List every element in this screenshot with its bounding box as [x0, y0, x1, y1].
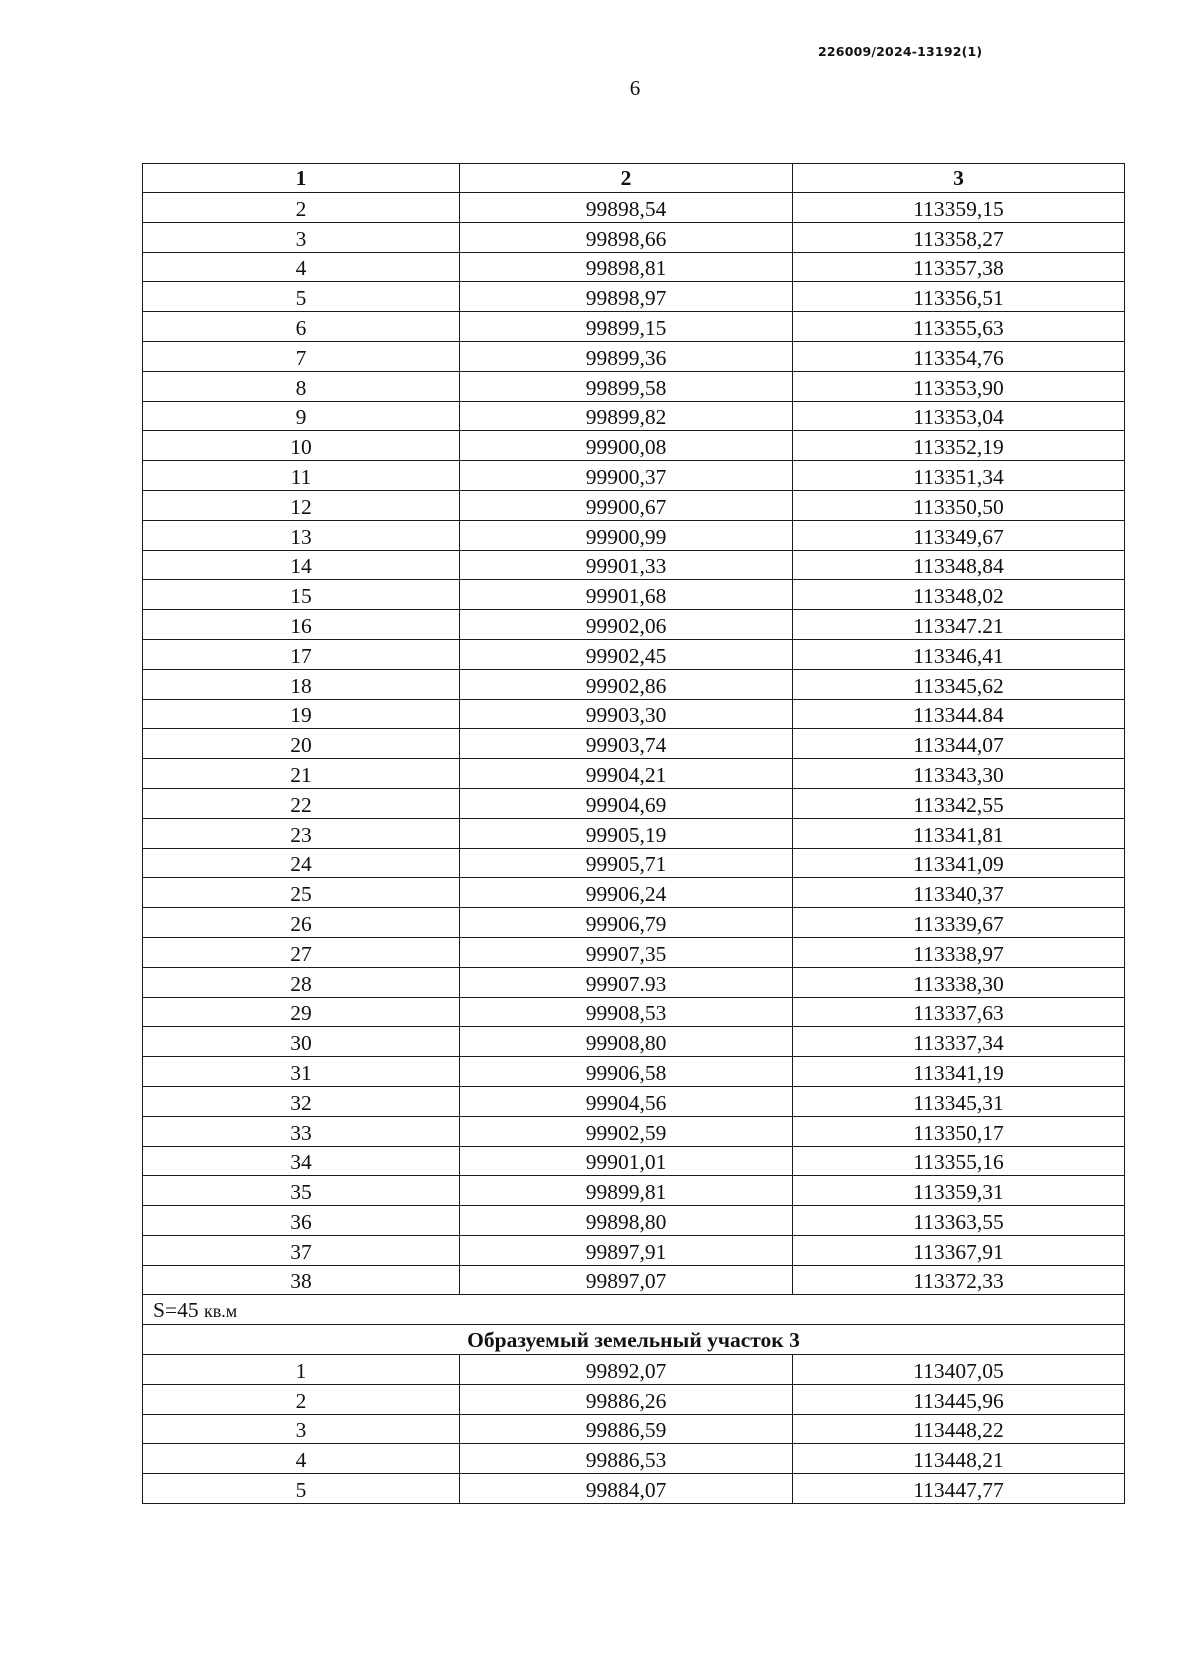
table-row [143, 937, 1125, 967]
coordinate-x-cell: 99886,26 [460, 1384, 793, 1414]
point-number-cell: 30 [143, 1027, 460, 1057]
area-cell [143, 1295, 1125, 1325]
coordinate-x-cell: 99899,15 [460, 312, 793, 342]
point-number-cell: 10 [143, 431, 460, 461]
coordinate-y-cell: 113372,33 [793, 1265, 1125, 1295]
section-title: Образуемый земельный участок 3 [143, 1325, 1125, 1355]
table-row [143, 729, 1125, 759]
coordinate-y-cell: 113345,62 [793, 669, 1125, 699]
coordinate-y-cell: 113359,31 [793, 1176, 1125, 1206]
table-row [143, 222, 1125, 252]
point-number-cell: 23 [143, 818, 460, 848]
point-number-cell: 8 [143, 371, 460, 401]
table-row [143, 520, 1125, 550]
table-row [143, 1057, 1125, 1087]
coordinate-x-cell: 99904,56 [460, 1086, 793, 1116]
point-number-cell: 26 [143, 908, 460, 938]
table-row [143, 878, 1125, 908]
point-number-cell: 7 [143, 341, 460, 371]
point-number-cell: 19 [143, 699, 460, 729]
coordinate-x-cell: 99897,91 [460, 1235, 793, 1265]
coordinate-y-cell: 113367,91 [793, 1235, 1125, 1265]
table-row [143, 699, 1125, 729]
table-row [143, 1116, 1125, 1146]
point-number-cell: 12 [143, 490, 460, 520]
coordinate-x-cell: 99908,53 [460, 997, 793, 1027]
point-number-cell: 5 [143, 282, 460, 312]
coordinate-x-cell: 99884,07 [460, 1474, 793, 1504]
coordinate-x-cell: 99907,35 [460, 937, 793, 967]
coordinate-y-cell: 113350,50 [793, 490, 1125, 520]
coordinate-x-cell: 99886,59 [460, 1414, 793, 1444]
coordinate-x-cell: 99886,53 [460, 1444, 793, 1474]
coordinate-x-cell: 99900,67 [460, 490, 793, 520]
table-row [143, 1384, 1125, 1414]
coordinate-x-cell: 99905,19 [460, 818, 793, 848]
document-id: 226009/2024-13192(1) [818, 44, 983, 59]
coordinate-y-cell: 113359,15 [793, 193, 1125, 223]
table-row [143, 371, 1125, 401]
coordinate-y-cell: 113344.84 [793, 699, 1125, 729]
table-row [143, 848, 1125, 878]
table-row [143, 639, 1125, 669]
coordinate-y-cell: 113346,41 [793, 639, 1125, 669]
point-number-cell: 17 [143, 639, 460, 669]
point-number-cell: 1 [143, 1355, 460, 1385]
table-row [143, 669, 1125, 699]
point-number-cell: 16 [143, 610, 460, 640]
coordinate-y-cell: 113338,97 [793, 937, 1125, 967]
coordinate-y-cell: 113350,17 [793, 1116, 1125, 1146]
area-row [143, 1295, 1125, 1325]
table-row [143, 341, 1125, 371]
coordinate-y-cell: 113448,22 [793, 1414, 1125, 1444]
table-row [143, 461, 1125, 491]
coordinate-y-cell: 113358,27 [793, 222, 1125, 252]
point-number-cell: 20 [143, 729, 460, 759]
coordinate-x-cell: 99899,81 [460, 1176, 793, 1206]
coordinate-y-cell: 113338,30 [793, 967, 1125, 997]
coordinate-y-cell: 113341,09 [793, 848, 1125, 878]
table-row [143, 431, 1125, 461]
table-row [143, 997, 1125, 1027]
table-row [143, 967, 1125, 997]
coordinate-y-cell: 113341,81 [793, 818, 1125, 848]
coordinate-y-cell: 113355,16 [793, 1146, 1125, 1176]
column-header-point: 1 [143, 164, 460, 193]
coordinate-x-cell: 99900,99 [460, 520, 793, 550]
coordinate-y-cell: 113353,90 [793, 371, 1125, 401]
coordinate-y-cell: 113348,84 [793, 550, 1125, 580]
coordinate-x-cell: 99906,79 [460, 908, 793, 938]
table-row [143, 610, 1125, 640]
coordinate-x-cell: 99898,81 [460, 252, 793, 282]
coordinate-y-cell: 113339,67 [793, 908, 1125, 938]
table-row [143, 1206, 1125, 1236]
point-number-cell: 38 [143, 1265, 460, 1295]
coordinate-y-cell: 113344,07 [793, 729, 1125, 759]
coordinate-x-cell: 99903,74 [460, 729, 793, 759]
point-number-cell: 4 [143, 252, 460, 282]
coordinate-x-cell: 99898,80 [460, 1206, 793, 1236]
table-row [143, 401, 1125, 431]
coordinate-x-cell: 99907.93 [460, 967, 793, 997]
table-row [143, 1414, 1125, 1444]
page-number: 6 [629, 76, 641, 100]
point-number-cell: 33 [143, 1116, 460, 1146]
coordinate-x-cell: 99901,68 [460, 580, 793, 610]
coordinate-x-cell: 99899,58 [460, 371, 793, 401]
point-number-cell: 22 [143, 788, 460, 818]
section-heading-row [143, 1325, 1125, 1355]
point-number-cell: 34 [143, 1146, 460, 1176]
coordinate-y-cell: 113349,67 [793, 520, 1125, 550]
table-row [143, 580, 1125, 610]
coordinate-x-cell: 99898,66 [460, 222, 793, 252]
point-number-cell: 37 [143, 1235, 460, 1265]
coordinate-x-cell: 99900,08 [460, 431, 793, 461]
table-row [143, 1235, 1125, 1265]
coordinates-table-body [143, 164, 1125, 1504]
coordinate-y-cell: 113337,63 [793, 997, 1125, 1027]
point-number-cell: 24 [143, 848, 460, 878]
coordinate-x-cell: 99904,69 [460, 788, 793, 818]
coordinate-y-cell: 113445,96 [793, 1384, 1125, 1414]
table-row [143, 1176, 1125, 1206]
coordinate-x-cell: 99906,24 [460, 878, 793, 908]
table-row [143, 1355, 1125, 1385]
coordinate-x-cell: 99899,82 [460, 401, 793, 431]
coordinate-y-cell: 113354,76 [793, 341, 1125, 371]
point-number-cell: 2 [143, 193, 460, 223]
area-value: S=45 [153, 1298, 199, 1323]
point-number-cell: 15 [143, 580, 460, 610]
coordinates-table [142, 163, 1125, 1504]
coordinate-x-cell: 99897,07 [460, 1265, 793, 1295]
point-number-cell: 32 [143, 1086, 460, 1116]
coordinate-y-cell: 113353,04 [793, 401, 1125, 431]
point-number-cell: 3 [143, 222, 460, 252]
coordinate-x-cell: 99902,59 [460, 1116, 793, 1146]
coordinate-y-cell: 113351,34 [793, 461, 1125, 491]
point-number-cell: 35 [143, 1176, 460, 1206]
coordinate-y-cell: 113355,63 [793, 312, 1125, 342]
point-number-cell: 36 [143, 1206, 460, 1236]
table-row [143, 1444, 1125, 1474]
coordinate-y-cell: 113343,30 [793, 759, 1125, 789]
coordinate-y-cell: 113447,77 [793, 1474, 1125, 1504]
point-number-cell: 18 [143, 669, 460, 699]
coordinate-y-cell: 113357,38 [793, 252, 1125, 282]
point-number-cell: 5 [143, 1474, 460, 1504]
coordinate-y-cell: 113345,31 [793, 1086, 1125, 1116]
coordinate-x-cell: 99908,80 [460, 1027, 793, 1057]
point-number-cell: 13 [143, 520, 460, 550]
coordinate-x-cell: 99906,58 [460, 1057, 793, 1087]
table-row [143, 1027, 1125, 1057]
table-row [143, 818, 1125, 848]
table-row [143, 282, 1125, 312]
coordinate-x-cell: 99904,21 [460, 759, 793, 789]
coordinate-y-cell: 113340,37 [793, 878, 1125, 908]
point-number-cell: 27 [143, 937, 460, 967]
table-row [143, 1146, 1125, 1176]
table-row [143, 550, 1125, 580]
coordinate-x-cell: 99901,33 [460, 550, 793, 580]
point-number-cell: 2 [143, 1384, 460, 1414]
coordinate-x-cell: 99898,97 [460, 282, 793, 312]
point-number-cell: 28 [143, 967, 460, 997]
table-row [143, 252, 1125, 282]
table-row [143, 788, 1125, 818]
coordinate-x-cell: 99900,37 [460, 461, 793, 491]
area-unit: кв.м [203, 1301, 238, 1322]
point-number-cell: 4 [143, 1444, 460, 1474]
table-header-row [143, 164, 1125, 193]
table-row [143, 759, 1125, 789]
table-row [143, 312, 1125, 342]
coordinate-x-cell: 99899,36 [460, 341, 793, 371]
coordinate-x-cell: 99898,54 [460, 193, 793, 223]
table-row [143, 1086, 1125, 1116]
coordinate-x-cell: 99901,01 [460, 1146, 793, 1176]
coordinate-y-cell: 113342,55 [793, 788, 1125, 818]
table-row [143, 1265, 1125, 1295]
coordinate-y-cell: 113337,34 [793, 1027, 1125, 1057]
coordinate-x-cell: 99905,71 [460, 848, 793, 878]
coordinate-y-cell: 113407,05 [793, 1355, 1125, 1385]
table-row [143, 490, 1125, 520]
point-number-cell: 6 [143, 312, 460, 342]
coordinate-x-cell: 99892,07 [460, 1355, 793, 1385]
point-number-cell: 9 [143, 401, 460, 431]
coordinate-y-cell: 113347.21 [793, 610, 1125, 640]
coordinate-y-cell: 113363,55 [793, 1206, 1125, 1236]
point-number-cell: 11 [143, 461, 460, 491]
column-header-x: 2 [460, 164, 793, 193]
coordinate-x-cell: 99902,45 [460, 639, 793, 669]
coordinate-y-cell: 113352,19 [793, 431, 1125, 461]
coordinate-y-cell: 113448,21 [793, 1444, 1125, 1474]
coordinate-y-cell: 113348,02 [793, 580, 1125, 610]
coordinate-x-cell: 99903,30 [460, 699, 793, 729]
point-number-cell: 3 [143, 1414, 460, 1444]
coordinate-y-cell: 113341,19 [793, 1057, 1125, 1087]
coordinate-y-cell: 113356,51 [793, 282, 1125, 312]
point-number-cell: 14 [143, 550, 460, 580]
coordinate-x-cell: 99902,86 [460, 669, 793, 699]
column-header-y: 3 [793, 164, 1125, 193]
point-number-cell: 25 [143, 878, 460, 908]
coordinate-x-cell: 99902,06 [460, 610, 793, 640]
point-number-cell: 21 [143, 759, 460, 789]
point-number-cell: 29 [143, 997, 460, 1027]
point-number-cell: 31 [143, 1057, 460, 1087]
table-row [143, 1474, 1125, 1504]
table-row [143, 193, 1125, 223]
table-row [143, 908, 1125, 938]
